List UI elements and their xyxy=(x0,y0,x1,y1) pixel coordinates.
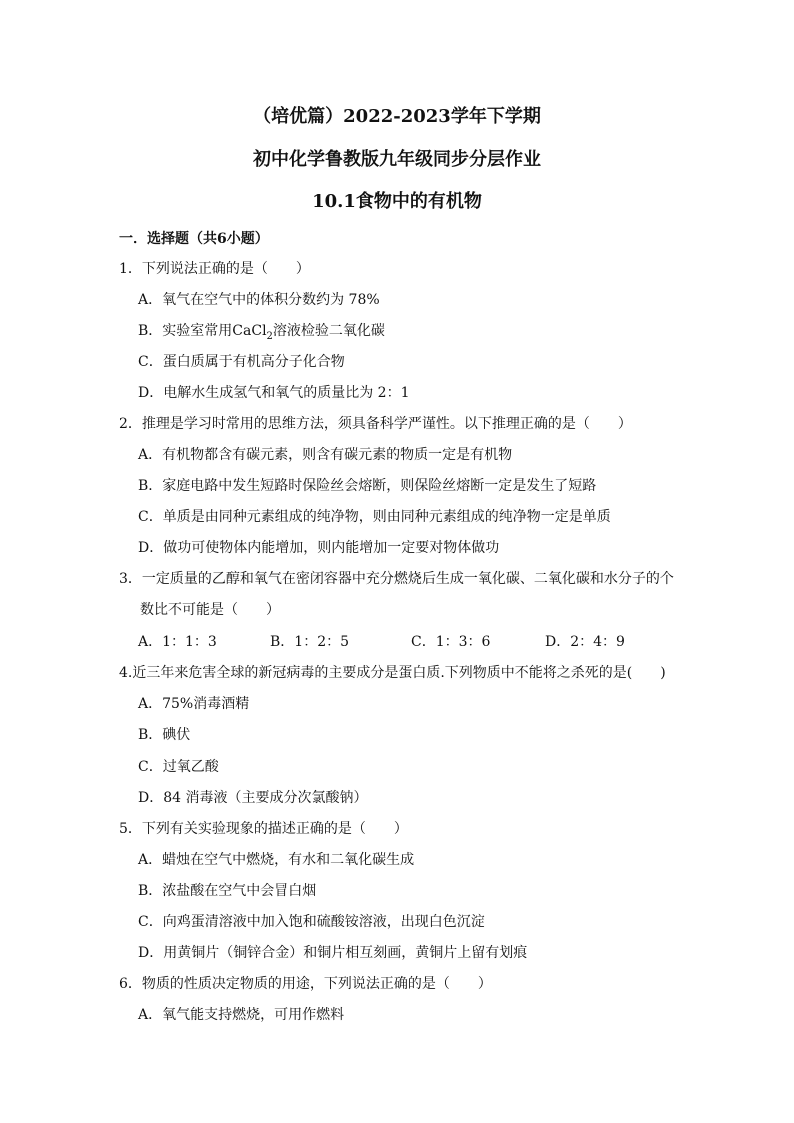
chemical-formula xyxy=(232,323,273,342)
option-b: B．1：2：5 xyxy=(270,634,350,650)
option-c: C．单质是由同种元素组成的纯净物，则由同种元素组成的纯净物一定是单质 xyxy=(138,509,611,525)
option-a: A．氧气在空气中的体积分数约为 78% xyxy=(138,292,380,308)
option-a: A．氧气能支持燃烧，可用作燃料 xyxy=(138,1007,345,1023)
formula-subscript: 2 xyxy=(266,330,273,342)
option-d: D．做功可使物体内能增加，则内能增加一定要对物体做功 xyxy=(138,540,500,556)
option-d: D．电解水生成氢气和氧气的质量比为 2：1 xyxy=(138,385,410,401)
formula-base: CaCl xyxy=(232,323,267,339)
question-stem: 6．物质的性质决定物质的用途，下列说法正确的是（ ） xyxy=(119,976,492,992)
question-stem: 5．下列有关实验现象的描述正确的是（ ） xyxy=(119,821,408,837)
question-stem: 2．推理是学习时常用的思维方法，须具备科学严谨性。以下推理正确的是（ ） xyxy=(119,416,632,432)
section-heading: 一．选择题（共6小题） xyxy=(119,231,269,247)
option-a: A．有机物都含有碳元素，则含有碳元素的物质一定是有机物 xyxy=(138,447,513,463)
option-b-prefix: B．实验室常用 xyxy=(138,323,233,339)
document-title-line3: 10.1食物中的有机物 xyxy=(312,191,482,212)
option-a: A．蜡烛在空气中燃烧，有水和二氧化碳生成 xyxy=(138,852,415,868)
option-d: D．84 消毒液（主要成分次氯酸钠） xyxy=(138,790,368,806)
document-title-line1: （培优篇）2022-2023学年下学期 xyxy=(253,106,541,127)
option-b: B．家庭电路中发生短路时保险丝会熔断，则保险丝熔断一定是发生了短路 xyxy=(138,478,597,494)
option-c: C．蛋白质属于有机高分子化合物 xyxy=(138,354,345,370)
question-stem: 4.近三年来危害全球的新冠病毒的主要成分是蛋白质.下列物质中不能将之杀死的是( ) xyxy=(119,665,666,681)
option-a: A．75%消毒酒精 xyxy=(138,696,250,712)
option-b xyxy=(138,321,385,341)
option-b: B．碘伏 xyxy=(138,727,191,743)
option-c: C．向鸡蛋清溶液中加入饱和硫酸铵溶液，出现白色沉淀 xyxy=(138,914,485,930)
document-title-line2: 初中化学鲁教版九年级同步分层作业 xyxy=(253,149,541,170)
option-c: C．过氧乙酸 xyxy=(138,759,219,775)
option-d: D．2：4：9 xyxy=(545,634,625,650)
option-b: B．浓盐酸在空气中会冒白烟 xyxy=(138,883,317,899)
question-stem: 3．一定质量的乙醇和氧气在密闭容器中充分燃烧后生成一氧化碳、二氧化碳和水分子的个 xyxy=(119,571,674,587)
option-d: D．用黄铜片（铜锌合金）和铜片相互刻画，黄铜片上留有划痕 xyxy=(138,945,528,961)
option-b-suffix: 溶液检验二氧化碳 xyxy=(272,323,385,339)
question-stem: 1．下列说法正确的是（ ） xyxy=(119,261,310,277)
question-stem-continued: 数比不可能是（ ） xyxy=(140,602,280,618)
option-a: A．1：1：3 xyxy=(138,634,217,650)
option-c: C．1：3：6 xyxy=(411,634,491,650)
